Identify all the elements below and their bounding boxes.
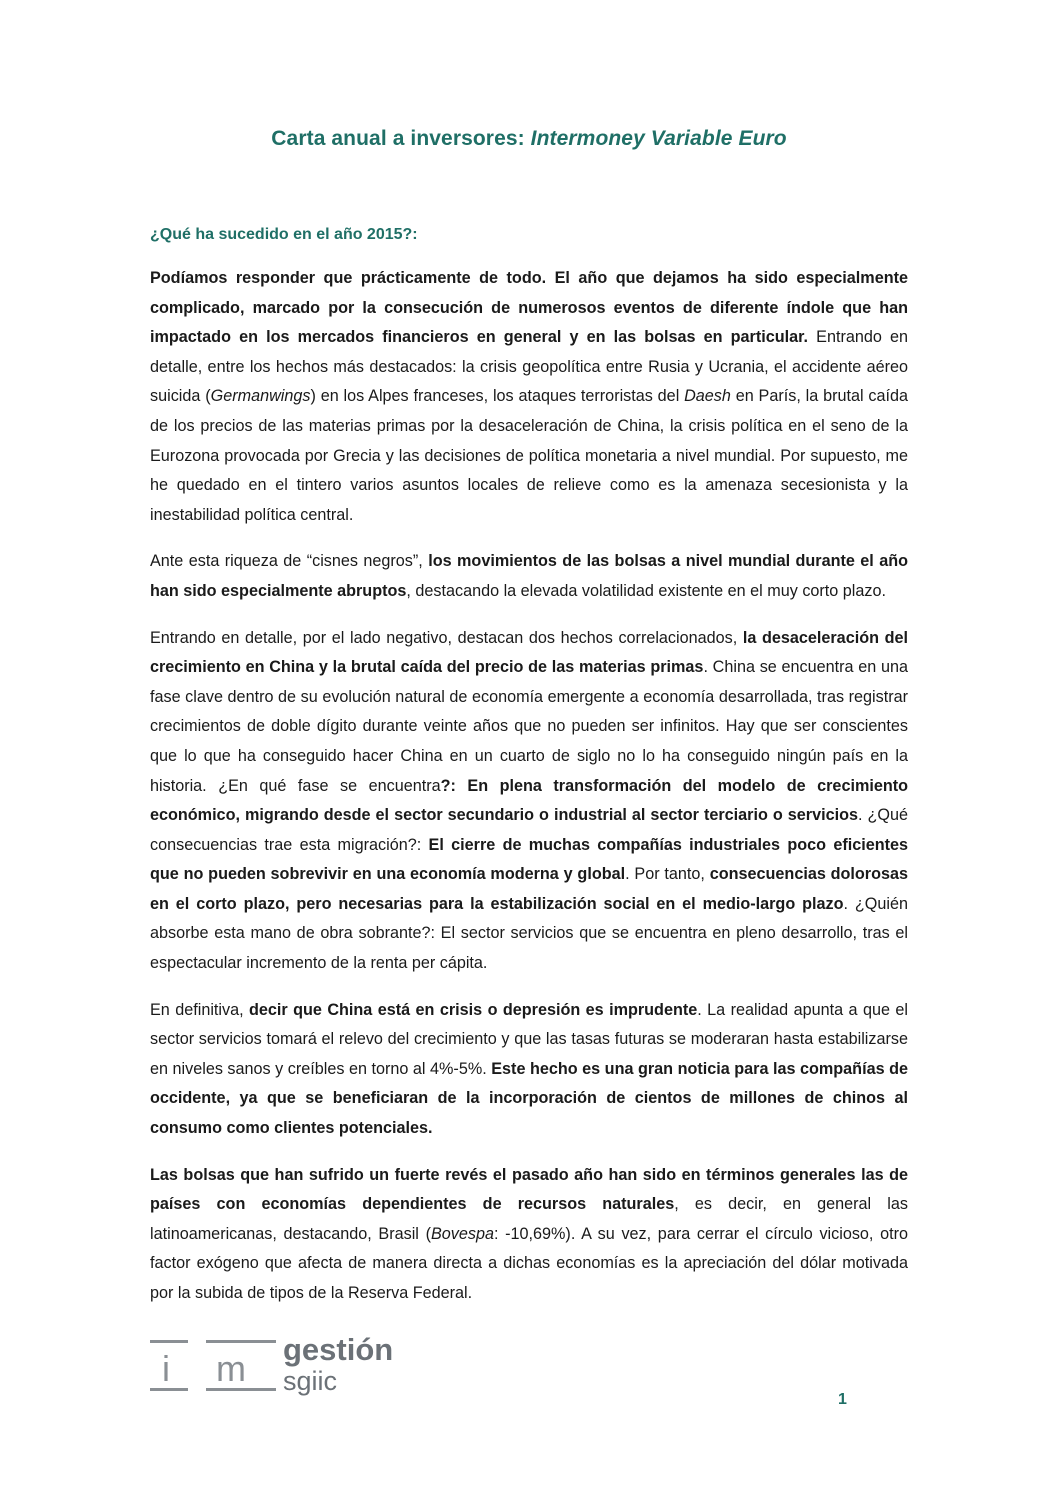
bold-text: consecuencias dolorosas en el corto plazo, pero necesarias para la estabilización social en el medio-largo plazo (150, 865, 908, 913)
bold-text: Podíamos responder que prácticamente de todo. El año que dejamos ha sido especialmente complicado, marcado por la consecución de numerosos eventos de diferente índole que han impactado en los mercados financieros en general y en las bolsas en particular. (150, 269, 908, 347)
bold-text: El cierre de muchas compañías industriales poco eficientes que no pueden sobrevivir en una economía moderna y global (150, 835, 908, 884)
italic-text: Germanwings (210, 387, 311, 406)
text-run: : -10,69%). A su vez, para cerrar el círculo vicioso, otro factor exógeno que afecta de manera directa a dichas economías es la apreciación del dólar motivada por la subida de tipos de la Reserva Federal. (150, 1224, 908, 1302)
bold-text: la desaceleración del crecimiento en China y la brutal caída del precio de las materias primas (150, 628, 908, 677)
company-logo (150, 1332, 395, 1410)
title-prefix: Carta anual a inversores: (271, 127, 531, 150)
bold-text: Las bolsas que han sufrido un fuerte revés el pasado año han sido en términos generales las de países con economías dependientes de recursos naturales (150, 1165, 908, 1214)
text-run: . Por tanto, (625, 865, 710, 884)
section-heading: ¿Qué ha sucedido en el año 2015?: (150, 226, 418, 243)
document-title (0, 127, 1058, 151)
body-text (150, 264, 908, 1326)
bold-text: Este hecho es una gran noticia para las compañías de occidente, ya que se beneficiaran de la incorporación de cientos de millones de chinos al consumo como clientes potenciales. (150, 1059, 908, 1138)
paragraph (150, 264, 908, 530)
text-run: . ¿Quién absorbe esta mano de obra sobrante?: El sector servicios que se encuentra en pleno desarrollo, tras el espectacular incremento de la renta per cápita. (150, 894, 908, 973)
text-run: . La realidad apunta a que el sector servicios tomará el relevo del crecimiento y que las tasas futuras se moderaran hasta estabilizarse en niveles sanos y creíbles en torno al 4%-5%. (150, 1000, 908, 1078)
logo-brand-sgiic: sgiic (283, 1366, 338, 1396)
paragraph (150, 1161, 908, 1309)
italic-text: Daesh (684, 387, 731, 406)
bold-text: los movimientos de las bolsas a nivel mundial durante el año han sido especialmente abruptos (150, 552, 908, 600)
text-run: en París, la brutal caída de los precios de las materias primas por la desaceleración de China, la crisis política en el seno de la Eurozona provocada por Grecia y las decisiones de política monetaria a nivel mundial. Por supuesto, me he quedado en el tintero varios asuntos locales de relieve como es la amenaza secesionista y la inestabilidad política central. (150, 387, 908, 524)
logo-letter-i: i (162, 1348, 172, 1389)
bold-text: decir que China está en crisis o depresión es imprudente (249, 1000, 698, 1019)
text-run: Entrando en detalle, entre los hechos más destacados: la crisis geopolítica entre Rusia y Ucrania, el accidente aéreo suicida ( (150, 328, 909, 406)
text-run: , es decir, en general las latinoamericanas, destacando, Brasil ( (150, 1195, 908, 1243)
italic-text: Bovespa (430, 1224, 494, 1243)
text-run: En definitiva, (150, 1000, 250, 1019)
paragraph (150, 996, 908, 1144)
text-run: , destacando la elevada volatilidad existente en el muy corto plazo. (406, 581, 887, 600)
title-fund-name: Intermoney Variable Euro (530, 127, 787, 150)
text-run: Entrando en detalle, por el lado negativo, destacan dos hechos correlacionados, (150, 628, 743, 647)
text-run: ) en los Alpes franceses, los ataques terroristas del (310, 387, 685, 406)
text-run: . China se encuentra en una fase clave dentro de su evolución natural de economía emergente a economía desarrollada, tras registrar crecimientos de doble dígito durante veinte años que no pueden ser infinitos. Hay que ser conscientes que lo que ha conseguido hacer China en un cuarto de siglo no lo ha conseguido ningún país en la historia. ¿En qué fase se encuentra (150, 658, 909, 795)
logo-letter-m: m (216, 1348, 248, 1389)
logo-brand-gestion: gestión (283, 1332, 394, 1367)
bold-text: ?: En plena transformación del modelo de crecimiento económico, migrando desde el sector secundario o industrial al sector terciario o servicios (150, 776, 908, 825)
page-number: 1 (838, 1391, 847, 1408)
text-run: . ¿Qué consecuencias trae esta migración?: (150, 806, 909, 854)
paragraph (150, 624, 908, 979)
text-run: Ante esta riqueza de “cisnes negros”, (150, 552, 429, 571)
paragraph (150, 547, 908, 606)
